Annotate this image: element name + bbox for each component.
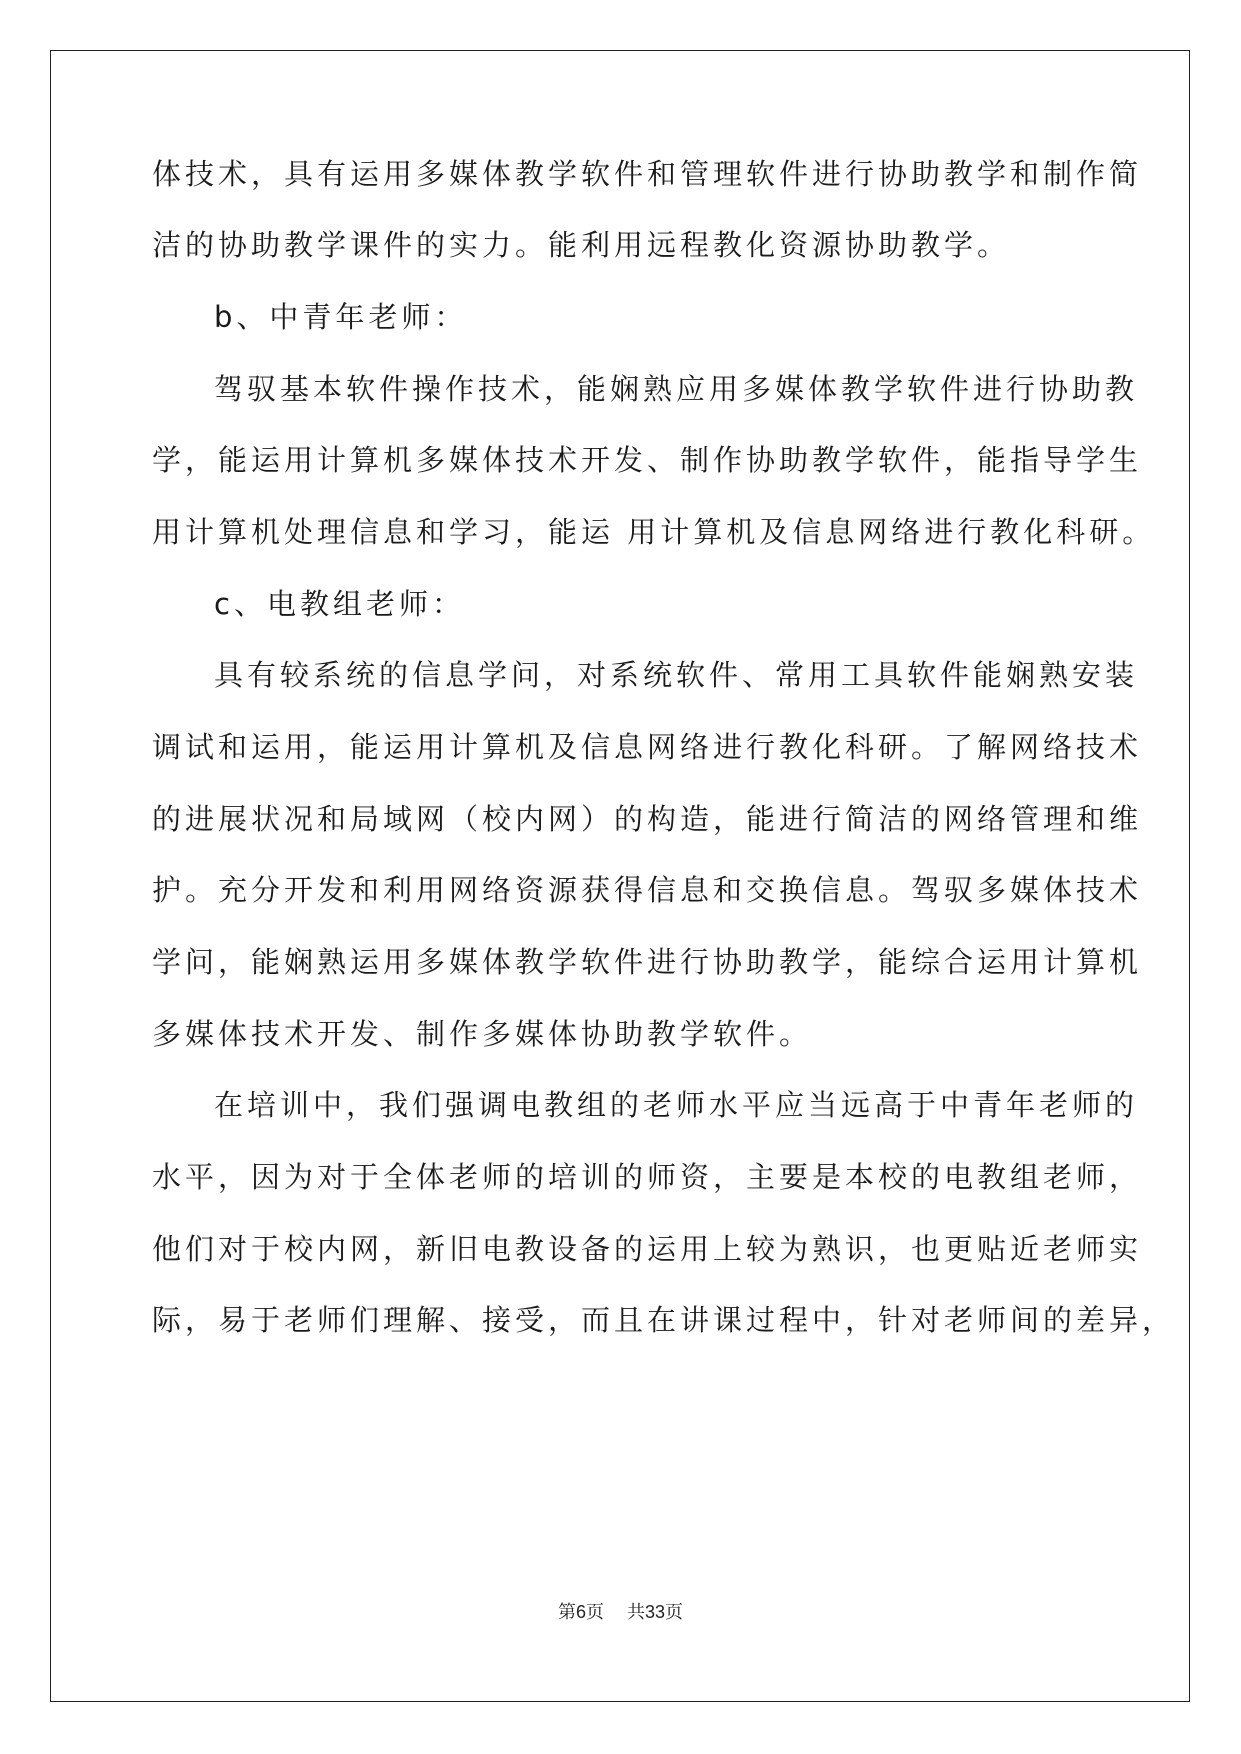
text-line: 用计算机处理信息和学习，能运 用计算机及信息网络进行教化科研。 [152,515,1156,549]
text-line: c、电教组老师： [214,587,465,621]
text-line: 际，易于老师们理解、接受，而且在讲课过程中，针对老师间的差异， [152,1303,1176,1337]
text-line: 调试和运用，能运用计算机及信息网络进行教化科研。了解网络技术 [152,730,1143,764]
text-line: 体技术，具有运用多媒体教学软件和管理软件进行协助教学和制作简 [152,157,1143,191]
text-line: 水平，因为对于全体老师的培训的师资，主要是本校的电教组老师， [152,1160,1143,1194]
text-line: 多媒体技术开发、制作多媒体协助教学软件。 [152,1017,813,1051]
footer-page-unit: 页 [586,1602,605,1623]
footer-total-unit: 页 [664,1602,683,1623]
page-footer [0,1598,1241,1624]
text-line: 洁的协助教学课件的实力。能利用远程教化资源协助教学。 [152,228,1011,262]
text-line: 他们对于校内网，新旧电教设备的运用上较为熟识，也更贴近老师实 [152,1232,1143,1266]
text-line: 学，能运用计算机多媒体技术开发、制作协助教学软件，能指导学生 [152,443,1143,477]
text-line: 学问，能娴熟运用多媒体教学软件进行协助教学，能综合运用计算机 [152,945,1143,979]
total-pages: 33 [644,1602,665,1622]
text-line: 在培训中，我们强调电教组的老师水平应当远高于中青年老师的 [214,1088,1139,1122]
text-line: 具有较系统的信息学问，对系统软件、常用工具软件能娴熟安装 [214,658,1139,692]
text-line: 的进展状况和局域网（校内网）的构造，能进行简洁的网络管理和维 [152,802,1143,836]
footer-total-prefix: 共 [626,1602,645,1623]
page-number: 6 [576,1602,587,1622]
text-line: 护。充分开发和利用网络资源获得信息和交换信息。驾驭多媒体技术 [152,873,1143,907]
footer-prefix: 第 [558,1602,577,1623]
text-line: b、中青年老师： [214,300,468,334]
text-line: 驾驭基本软件操作技术，能娴熟应用多媒体教学软件进行协助教 [214,372,1139,406]
